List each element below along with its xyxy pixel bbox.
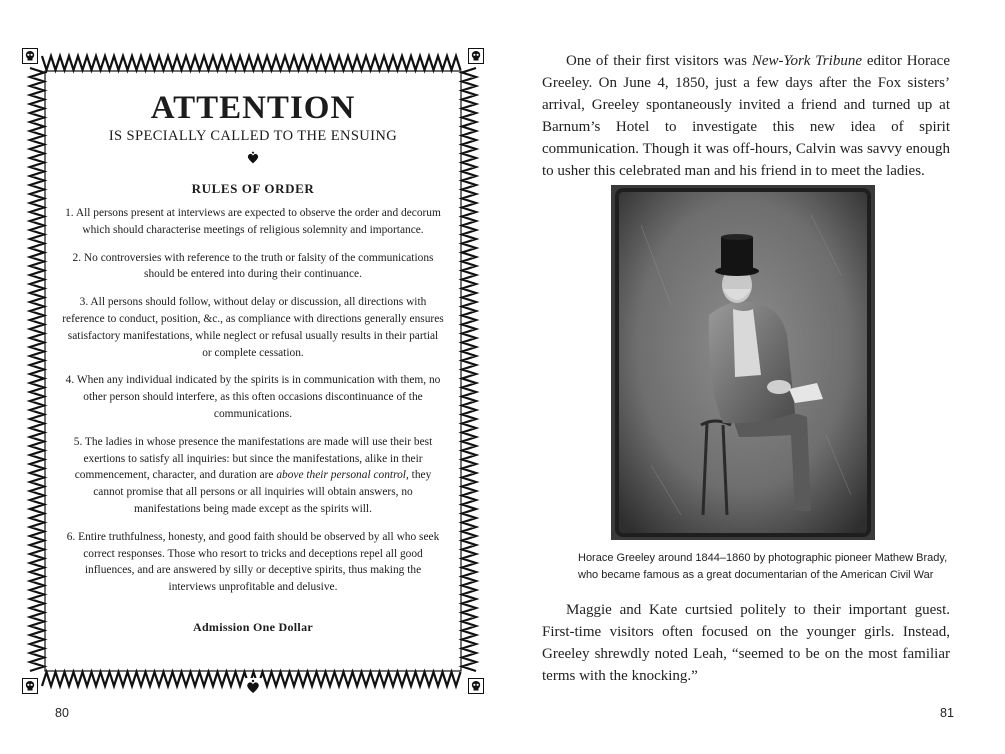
photo-caption [578,550,948,584]
skull-icon [19,675,41,697]
rule-1: 1. All persons present at interviews are expected to observe the order and decorum which should characterise meetings of religious solemnity and importance. [65,207,441,236]
photo-caption-line-1: Horace Greeley around 1844–1860 by photographic pioneer Mathew Brady, [578,552,948,564]
rules-heading: RULES OF ORDER [191,181,315,196]
poster-content [62,92,444,635]
page-number-left: 80 [55,706,69,720]
skull-icon [465,45,487,67]
photo-caption-line-2: who became famous as a great documentarian of the American Civil War [578,569,934,581]
body-paragraph-2: Maggie and Kate curtsied politely to their important guest. First-time visitors often focused on the younger girls. Instead, Greeley shrewdly noted Leah, “seemed to be on the most familiar terms with the knocking.” [542,602,950,684]
rule-2: 2. No controversies with reference to the truth or falsity of the communications should be entered into during their continuance. [72,251,434,281]
rule-3: 3. All persons should follow, without delay or discussion, all directions with reference to conduct, position, &c., as compliance with directions generally ensures satisfactory manifestations, while neglect or refusal usually results in their partial or complete cessation. [62,296,444,359]
heart-ornament-icon [245,150,261,166]
horace-greeley-photo [611,185,875,540]
rule-6: 6. Entire truthfulness, honesty, and good faith should be observed by all who seek correct responses. Those who resort to tricks and deceptions repel all good influences, and are answered by silly or deceptive spirits, thus making the interviews unprofitable and delusive. [66,530,440,594]
heart-ornament-icon [244,678,262,696]
poster-title: ATTENTION [150,90,356,126]
page-number-right: 81 [940,706,954,720]
skull-icon [465,675,487,697]
body-paragraph-1: One of their first visitors was New-York Tribune editor Horace Greeley. On June 4, 1850, just a few days after the Fox sisters’ arrival, Greeley spontaneously invited a friend and turned up at Barnum’s Hotel to investigate this new idea of spirit communication. Though it was off-hours, Calvin was savvy enough to usher this celebrated man and his friend in to meet the ladies. [542,53,950,179]
poster-subtitle: IS SPECIALLY CALLED TO THE ENSUING [108,128,398,144]
rules-list [62,205,444,596]
admission-price: Admission One Dollar [192,619,313,634]
rule-5: 5. The ladies in whose presence the manifestations are made will use their best exertions to satisfy all inquiries: but since the manifestations, alike in their commencement, character, and duration are above their personal control, they cannot promise that all persons or all inquiries will obtain answers, no manifestations being made except as the spirits will. [73,435,433,515]
rule-4: 4. When any individual indicated by the spirits is in communication with them, no other person should interfere, as this often occasions discontinuance of the communications. [65,374,441,420]
rules-poster [18,44,488,698]
skull-icon [19,45,41,67]
